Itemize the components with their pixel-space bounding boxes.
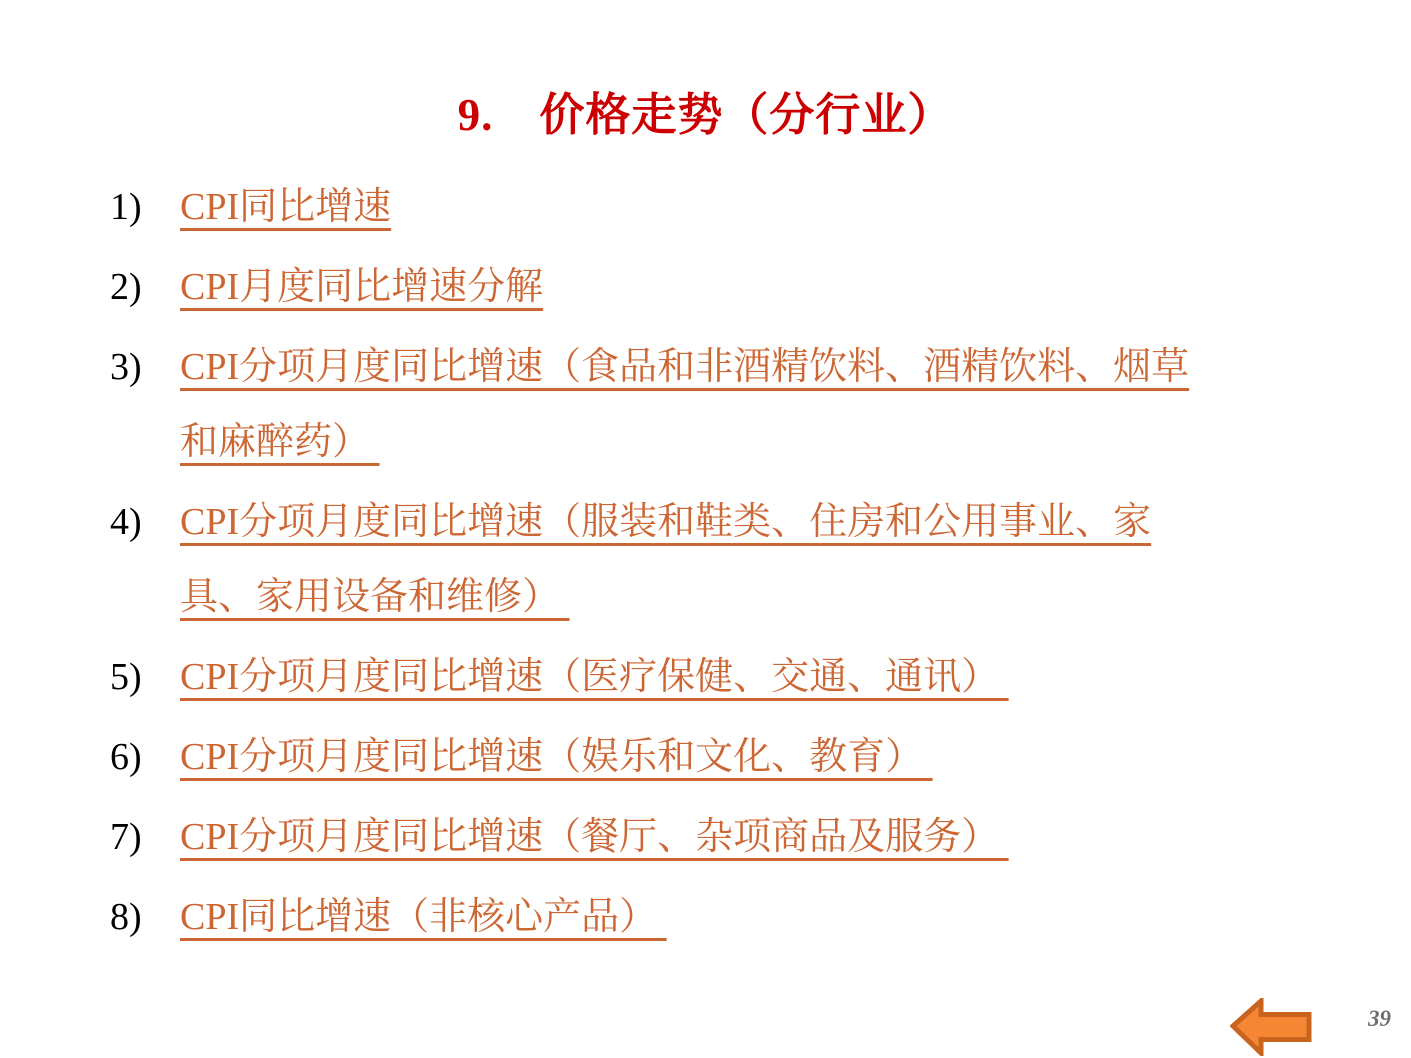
list-item-number: 2) bbox=[110, 266, 142, 308]
back-arrow-button[interactable] bbox=[1230, 998, 1314, 1056]
list-item bbox=[110, 880, 1230, 955]
left-arrow-icon bbox=[1230, 998, 1314, 1056]
link-cpi-yoy-growth[interactable]: CPI同比增速 bbox=[180, 186, 392, 228]
list-item-number: 5) bbox=[110, 656, 142, 698]
link-cpi-yoy-growth-non-core[interactable]: CPI同比增速（非核心产品） bbox=[180, 896, 667, 938]
list-item-number: 3) bbox=[110, 346, 142, 388]
page-number: 39 bbox=[1368, 1006, 1391, 1031]
link-cpi-subitem-clothing-housing-furniture[interactable]: CPI分项月度同比增速（服装和鞋类、住房和公用事业、家具、家用设备和维修） bbox=[180, 501, 1152, 618]
list-item-number: 7) bbox=[110, 816, 142, 858]
list-item bbox=[110, 485, 1230, 635]
toc-list bbox=[110, 170, 1230, 960]
link-cpi-subitem-health-transport-communication[interactable]: CPI分项月度同比增速（医疗保健、交通、通讯） bbox=[180, 656, 1009, 698]
list-item bbox=[110, 170, 1230, 245]
list-item bbox=[110, 640, 1230, 715]
list-item-number: 6) bbox=[110, 736, 142, 778]
link-cpi-subitem-recreation-culture-education[interactable]: CPI分项月度同比增速（娱乐和文化、教育） bbox=[180, 736, 933, 778]
list-item bbox=[110, 250, 1230, 325]
link-cpi-monthly-yoy-decomposition[interactable]: CPI月度同比增速分解 bbox=[180, 266, 544, 308]
list-item-number: 1) bbox=[110, 186, 142, 228]
list-item bbox=[110, 720, 1230, 795]
list-item bbox=[110, 330, 1230, 480]
list-item-number: 8) bbox=[110, 896, 142, 938]
page-title: 9. 价格走势（分行业） bbox=[457, 90, 954, 140]
link-cpi-subitem-restaurants-misc-goods-services[interactable]: CPI分项月度同比增速（餐厅、杂项商品及服务） bbox=[180, 816, 1009, 858]
list-item-number: 4) bbox=[110, 501, 142, 543]
list-item bbox=[110, 800, 1230, 875]
link-cpi-subitem-food-alcohol-tobacco[interactable]: CPI分项月度同比增速（食品和非酒精饮料、酒精饮料、烟草和麻醉药） bbox=[180, 346, 1190, 463]
